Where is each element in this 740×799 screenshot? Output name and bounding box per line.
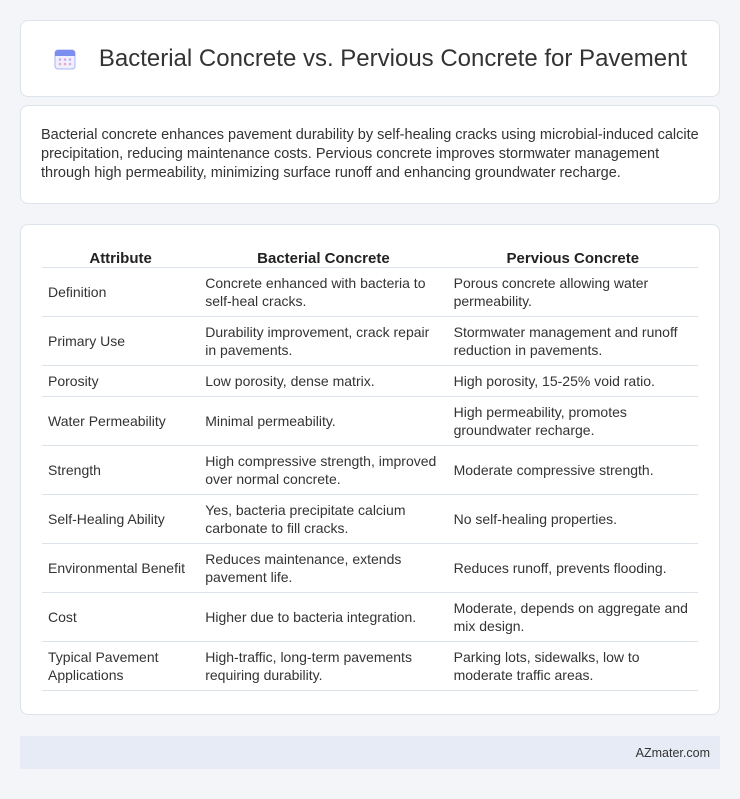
summary-card xyxy=(20,105,720,204)
row-attribute: Environmental Benefit xyxy=(42,543,199,592)
row-pervious-value: Moderate compressive strength. xyxy=(448,445,698,494)
header-pervious-concrete: Pervious Concrete xyxy=(448,245,698,267)
row-pervious-value: Parking lots, sidewalks, low to moderate traffic areas. xyxy=(448,641,698,690)
row-attribute: Water Permeability xyxy=(42,396,199,445)
table-header-row xyxy=(42,245,698,267)
row-bacterial-value: High compressive strength, improved over normal concrete. xyxy=(199,445,447,494)
row-pervious-value: Reduces runoff, prevents flooding. xyxy=(448,543,698,592)
row-bacterial-value: Concrete enhanced with bacteria to self-heal cracks. xyxy=(199,267,447,316)
table-row xyxy=(42,396,698,445)
footer xyxy=(20,736,720,769)
row-attribute: Typical Pavement Applications xyxy=(42,641,199,690)
row-pervious-value: Porous concrete allowing water permeability. xyxy=(448,267,698,316)
row-bacterial-value: Minimal permeability. xyxy=(199,396,447,445)
row-pervious-value: High permeability, promotes groundwater recharge. xyxy=(448,396,698,445)
page-title: Bacterial Concrete vs. Pervious Concrete for Pavement xyxy=(98,44,688,72)
row-pervious-value: No self-healing properties. xyxy=(448,494,698,543)
title-card xyxy=(20,20,720,97)
row-bacterial-value: Low porosity, dense matrix. xyxy=(199,365,447,396)
summary-text: Bacterial concrete enhances pavement durability by self-healing cracks using microbial-induced calcite precipitation, reducing maintenance costs. Pervious concrete improves stormwater management through high permeability, minimizing surface runoff and enhancing groundwater recharge. xyxy=(41,127,699,181)
comparison-table-card xyxy=(20,224,720,715)
footer-source-link[interactable]: AZmater.com xyxy=(635,745,710,760)
row-attribute: Self-Healing Ability xyxy=(42,494,199,543)
table-row xyxy=(42,365,698,396)
row-pervious-value: Moderate, depends on aggregate and mix design. xyxy=(448,592,698,641)
header-bacterial-concrete: Bacterial Concrete xyxy=(199,245,447,267)
calendar-icon xyxy=(53,47,77,71)
header-attribute: Attribute xyxy=(42,245,199,267)
row-bacterial-value: Reduces maintenance, extends pavement life. xyxy=(199,543,447,592)
row-bacterial-value: Durability improvement, crack repair in pavements. xyxy=(199,316,447,365)
row-attribute: Strength xyxy=(42,445,199,494)
comparison-table xyxy=(42,245,698,691)
row-attribute: Definition xyxy=(42,267,199,316)
row-bacterial-value: Yes, bacteria precipitate calcium carbonate to fill cracks. xyxy=(199,494,447,543)
row-attribute: Cost xyxy=(42,592,199,641)
table-row xyxy=(42,494,698,543)
table-row xyxy=(42,543,698,592)
row-bacterial-value: High-traffic, long-term pavements requiring durability. xyxy=(199,641,447,690)
table-row xyxy=(42,592,698,641)
row-pervious-value: High porosity, 15-25% void ratio. xyxy=(448,365,698,396)
table-row xyxy=(42,445,698,494)
table-row xyxy=(42,316,698,365)
row-attribute: Primary Use xyxy=(42,316,199,365)
row-attribute: Porosity xyxy=(42,365,199,396)
table-row xyxy=(42,641,698,690)
table-row xyxy=(42,267,698,316)
row-pervious-value: Stormwater management and runoff reduction in pavements. xyxy=(448,316,698,365)
row-bacterial-value: Higher due to bacteria integration. xyxy=(199,592,447,641)
